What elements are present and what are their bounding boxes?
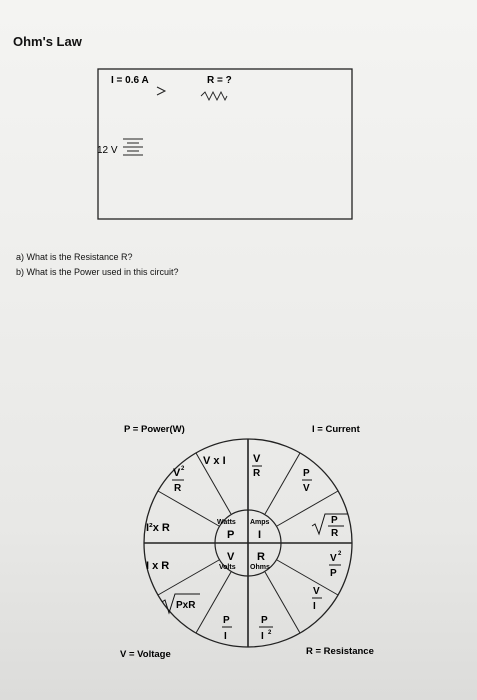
corner-current-label: I = Current <box>312 424 360 435</box>
svg-text:P: P <box>331 515 338 526</box>
svg-text:V: V <box>253 453 261 465</box>
center-label-ohms: Ohms <box>250 564 270 571</box>
formula-sqrt-p-over-r <box>312 514 348 539</box>
svg-text:V: V <box>313 586 320 597</box>
formula-vxi: V x I <box>203 455 226 467</box>
center-label-volts: Volts <box>219 564 236 571</box>
corner-power-label: P = Power(W) <box>124 424 185 435</box>
svg-text:R: R <box>174 483 182 494</box>
center-letter-i: I <box>258 529 262 541</box>
ohms-law-wheel <box>100 410 400 670</box>
formula-v-over-i <box>312 586 322 612</box>
battery-icon <box>123 139 143 155</box>
current-label: I = 0.6 A <box>111 75 149 86</box>
svg-text:I: I <box>261 631 264 642</box>
svg-text:V: V <box>303 483 310 494</box>
formula-p-over-v <box>302 468 312 494</box>
svg-text:R: R <box>331 528 339 539</box>
svg-text:V: V <box>173 467 181 479</box>
center-letter-p: P <box>227 529 235 541</box>
svg-text:I: I <box>313 601 316 612</box>
svg-text:R: R <box>253 468 261 479</box>
circuit-diagram <box>97 68 353 220</box>
circuit-wire-loop <box>98 69 352 219</box>
svg-text:2: 2 <box>338 551 342 557</box>
center-label-amps: Amps <box>250 519 270 526</box>
formula-p-over-i2 <box>259 615 273 642</box>
question-b: b) What is the Power used in this circuit? <box>16 267 179 277</box>
formula-ixr: I x R <box>146 560 170 572</box>
formula-p-over-i <box>222 615 232 642</box>
center-label-watts: Watts <box>217 519 236 526</box>
svg-text:P: P <box>223 615 230 626</box>
svg-text:P: P <box>303 468 310 479</box>
formula-v2-over-p <box>329 551 342 579</box>
formula-i2xr: I²x R <box>146 522 170 534</box>
svg-text:2: 2 <box>268 630 272 636</box>
svg-text:V: V <box>330 553 337 564</box>
formula-v2-over-r <box>172 466 185 494</box>
formula-pxr-text: PxR <box>176 600 196 611</box>
voltage-label: 12 V <box>97 145 118 156</box>
page-title: Ohm's Law <box>13 34 82 49</box>
svg-text:I: I <box>224 631 227 642</box>
center-letter-r: R <box>257 551 265 563</box>
center-letter-v: V <box>227 551 235 563</box>
svg-text:P: P <box>261 615 268 626</box>
corner-voltage-label: V = Voltage <box>120 649 171 660</box>
formula-sqrt-pxr <box>162 594 200 613</box>
corner-resistance-label: R = Resistance <box>306 646 374 657</box>
svg-text:P: P <box>330 568 337 579</box>
svg-text:2: 2 <box>181 466 185 472</box>
formula-v-over-r <box>252 453 262 479</box>
questions <box>16 250 179 280</box>
resistor-icon <box>201 92 227 100</box>
resistance-label: R = ? <box>207 75 232 86</box>
current-arrow-icon <box>157 87 165 95</box>
question-a: a) What is the Resistance R? <box>16 252 133 262</box>
